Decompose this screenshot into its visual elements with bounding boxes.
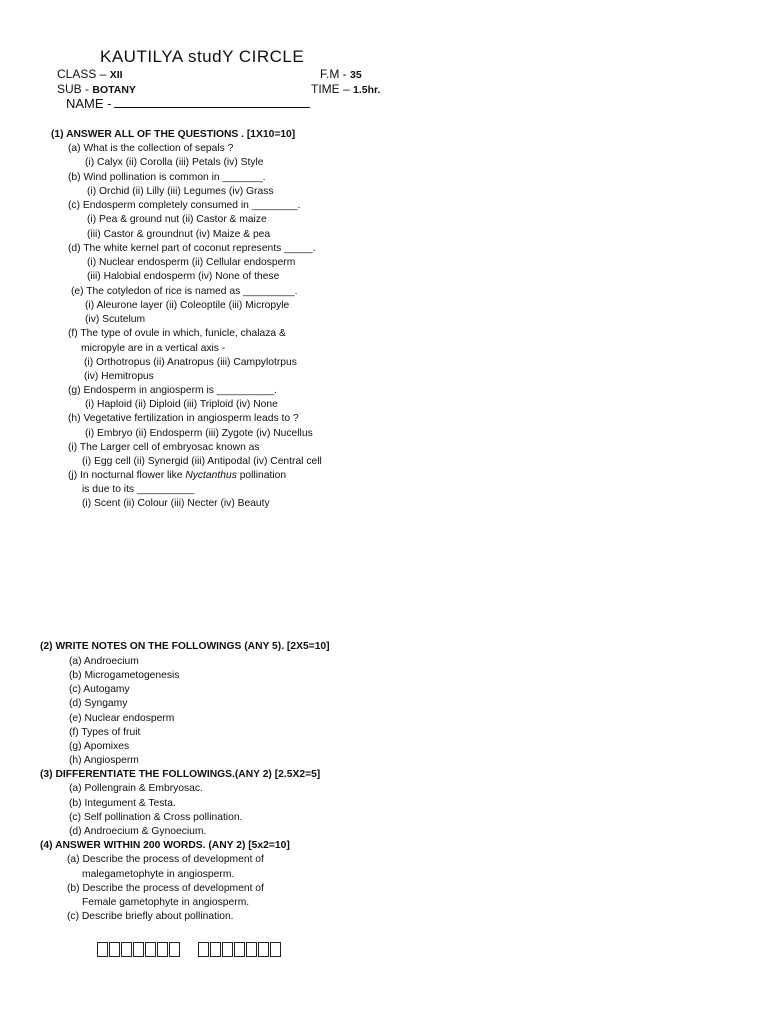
name-line [66,96,310,111]
missing-glyph-box [133,942,144,957]
s1-line: (i) Embryo (ii) Endosperm (iii) Zygote (iv) Nucellus [85,428,313,439]
time-line [311,82,380,96]
s4-line: (b) Describe the process of development of [67,883,264,894]
s2-item: (g) Apomixes [69,741,130,752]
s1-line: (i) Haploid (ii) Diploid (iii) Triploid (iv) None [85,399,278,410]
section4-heading: (4) ANSWER WITHIN 200 WORDS. (ANY 2) [5x2=10] [40,840,290,851]
s1-line: (i) Nuclear endosperm (ii) Cellular endosperm [87,257,296,268]
section1-heading: (1) ANSWER ALL OF THE QUESTIONS . [1X10=10] [51,129,296,140]
s1-line: (j) In nocturnal flower like Nyctanthus pollination [68,470,287,481]
s4-line: malegametophyte in angiosperm. [82,869,235,880]
s3-item: (c) Self pollination & Cross pollination. [69,812,243,823]
s2-item: (b) Microgametogenesis [69,670,180,681]
missing-glyph-box [258,942,269,957]
s1-line: (b) Wind pollination is common in _______. [68,172,266,183]
full-marks-value: 35 [350,69,362,81]
s1-line: (h) Vegetative fertilization in angiosperm leads to ? [68,413,299,424]
s1-line: (i) Egg cell (ii) Synergid (iii) Antipodal (iv) Central cell [82,456,322,467]
s4-line: Female gametophyte in angiosperm. [82,897,250,908]
s2-item: (a) Androecium [69,656,139,667]
s3-item: (b) Integument & Testa. [69,798,176,809]
s1-line: (g) Endosperm in angiosperm is __________. [68,385,277,396]
s3-item: (d) Androecium & Gynoecium. [69,826,207,837]
class-line [57,67,123,81]
missing-glyph-box [121,942,132,957]
missing-glyph-box [222,942,233,957]
full-marks-label: F.M - [320,67,347,81]
subject-label: SUB - [57,82,90,96]
missing-glyph-box [234,942,245,957]
s1-line: (a) What is the collection of sepals ? [68,143,234,154]
missing-glyph-box [169,942,180,957]
missing-glyph-box [157,942,168,957]
full-marks-line [320,67,362,81]
s1-line: (iv) Scutelum [85,314,146,325]
missing-glyph-box [246,942,257,957]
species-name: Nyctanthus [185,470,237,481]
s1-line: (iv) Hemitropus [84,371,154,382]
document-title: KAUTILYA studY CIRCLE [100,47,305,66]
subject-line [57,82,136,96]
s1-line: is due to its __________ [82,484,195,495]
class-label: CLASS – [57,67,107,81]
section3-heading: (3) DIFFERENTIATE THE FOLLOWINGS.(ANY 2) [2.5X2=5] [40,769,321,780]
s2-item: (f) Types of fruit [69,727,141,738]
missing-glyph-box [145,942,156,957]
missing-glyph-box [109,942,120,957]
s2-item: (e) Nuclear endosperm [69,713,175,724]
s1-line: (e) The cotyledon of rice is named as _________. [71,286,298,297]
s1-line: (f) The type of ovule in which, funicle, chalaza & [68,328,286,339]
time-label: TIME – [311,82,350,96]
s1-line: (iii) Halobial endosperm (iv) None of these [87,271,280,282]
section2-heading: (2) WRITE NOTES ON THE FOLLOWINGS (ANY 5). [2X5=10] [40,641,330,652]
s1-line: (i) Scent (ii) Colour (iii) Necter (iv) Beauty [82,498,270,509]
glyph-group [97,941,181,958]
s1-line: (iii) Castor & groundnut (iv) Maize & pea [87,229,271,240]
subject-value: BOTANY [92,84,136,96]
s1-line: (i) Orchid (ii) Lilly (iii) Legumes (iv) Grass [87,186,274,197]
s1-line: micropyle are in a vertical axis - [81,343,226,354]
footer-glyph-boxes [97,941,282,959]
s1-line: (i) Aleurone layer (ii) Coleoptile (iii) Micropyle [85,300,290,311]
s1-line: (i) Orthotropus (ii) Anatropus (iii) Campylotrpus [84,357,297,368]
missing-glyph-box [198,942,209,957]
s2-item: (d) Syngamy [69,698,128,709]
time-value: 1.5hr. [353,84,381,96]
s1-line: (i) Calyx (ii) Corolla (iii) Petals (iv) Style [85,157,264,168]
missing-glyph-box [210,942,221,957]
s1-line: (c) Endosperm completely consumed in ________. [68,200,301,211]
missing-glyph-box [97,942,108,957]
glyph-group [198,941,282,958]
s2-item: (c) Autogamy [69,684,130,695]
s1-line: (d) The white kernel part of coconut represents _____. [68,243,316,254]
s2-item: (h) Angiosperm [69,755,139,766]
s4-line: (c) Describe briefly about pollination. [67,911,234,922]
s1-line: (i) Pea & ground nut (ii) Castor & maize [87,214,267,225]
s3-item: (a) Pollengrain & Embryosac. [69,783,203,794]
missing-glyph-box [270,942,281,957]
s4-line: (a) Describe the process of development of [67,854,264,865]
class-value: XII [109,69,123,81]
name-label: NAME - [66,96,112,111]
name-blank-line [114,98,310,108]
s1-line: (i) The Larger cell of embryosac known as [68,442,260,453]
